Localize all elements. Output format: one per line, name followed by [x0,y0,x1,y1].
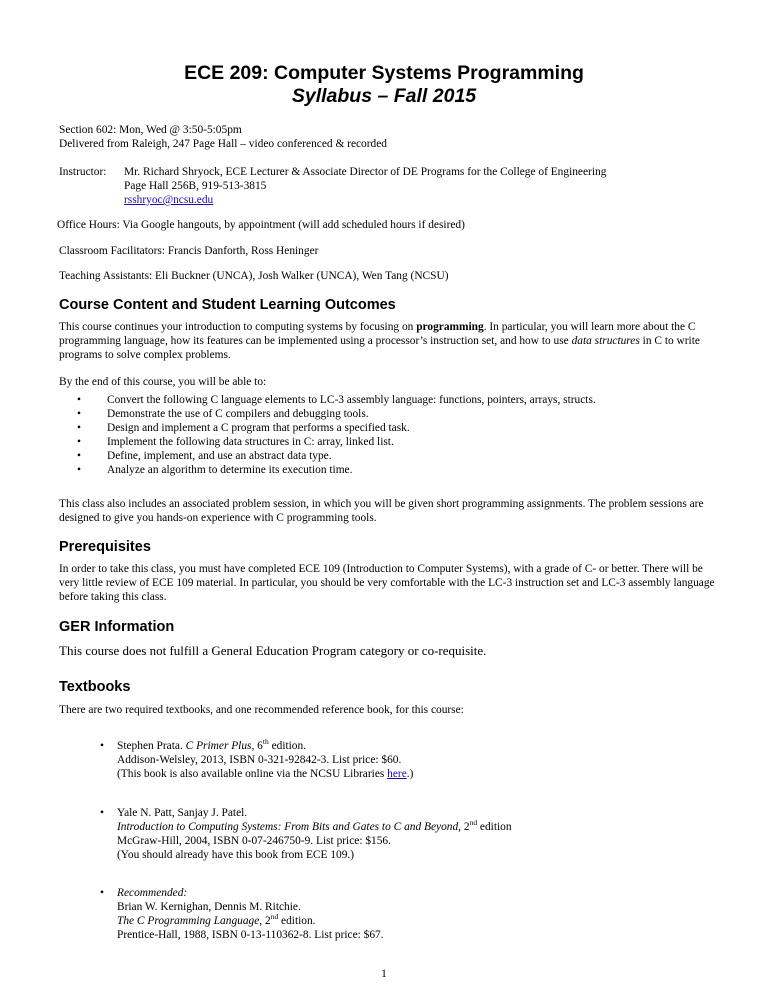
textbooks-heading: Textbooks [59,679,131,695]
delivered-line: Delivered from Raleigh, 247 Page Hall – video conferenced & recorded [59,138,387,150]
facilitators: Classroom Facilitators: Francis Danforth, Ross Heninger [59,245,319,257]
list-item: • Convert the following C language elements to LC-3 assembly language: functions, pointers, arrays, structs. [77,394,596,406]
prerequisites-heading: Prerequisites [59,539,151,555]
textbook-item-prata: • Stephen Prata. C Primer Plus, 6th edition. Addison-Welsley, 2013, ISBN 0-321-92842-3. List price: $60. (This book is also available online via the NCSU Libraries here.) [100,737,414,780]
list-item: • Define, implement, and use an abstract data type. [77,450,332,462]
bullet-icon: • [77,464,81,476]
textbook-item-patt: • Yale N. Patt, Sanjay J. Patel. Introduction to Computing Systems: From Bits and Gates to C and Beyond, 2nd edition McGraw-Hill, 2004, ISBN 0-07-246750-9. List price: $156. (You should already have this book from ECE 109.) [100,807,512,861]
bullet-icon: • [77,436,81,448]
document-title: ECE 209: Computer Systems Programming [184,62,584,84]
list-item: • Implement the following data structures in C: array, linked list. [77,436,394,448]
section-line: Section 602: Mon, Wed @ 3:50-5:05pm [59,124,242,136]
bullet-icon: • [100,887,104,899]
bullet-icon: • [77,394,81,406]
office-hours: Office Hours: Via Google hangouts, by appointment (will add scheduled hours if desired) [57,219,465,231]
by-end-line: By the end of this course, you will be able to: [59,376,267,388]
problem-session-text: This class also includes an associated problem session, in which you will be given short programming assignments. The problem sessions are designed to give you hands-on experience with C programming tools. [59,498,704,524]
page-number: 1 [381,968,387,980]
document-title-block [0,62,768,108]
bullet-icon: • [77,408,81,420]
course-content-heading: Course Content and Student Learning Outcomes [59,297,396,313]
instructor-office: Page Hall 256B, 919-513-3815 [124,180,267,192]
textbooks-intro: There are two required textbooks, and one recommended reference book, for this course: [59,704,464,716]
prerequisites-text: In order to take this class, you must have completed ECE 109 (Introduction to Computer Systems), with a grade of C- or better. There will be very little review of ECE 109 material. In particular, you should be very comfortable with the LC-3 instruction set and LC-3 assembly language before taking this class. [59,563,715,603]
list-item: • Design and implement a C program that performs a specified task. [77,422,410,434]
instructor-name: Mr. Richard Shryock, ECE Lecturer & Associate Director of DE Programs for the College of Engineering [124,166,607,178]
instructor-label: Instructor: [59,166,107,178]
outcomes-list [59,393,723,477]
course-content-intro: This course continues your introduction to computing systems by focusing on programming. In particular, you will learn more about the C programming language, how its features can be implemented using a processor’s instruction set, and how to use data structures in C to write programs to solve complex problems. [59,321,700,361]
bullet-icon: • [77,450,81,462]
list-item: • Demonstrate the use of C compilers and debugging tools. [77,408,369,420]
ncsu-libraries-link[interactable]: here [387,768,407,780]
ger-text: This course does not fulfill a General Education Program category or co-requisite. [59,643,487,658]
ger-heading: GER Information [59,619,175,635]
document-subtitle: Syllabus – Fall 2015 [291,85,477,107]
bullet-icon: • [100,740,104,752]
textbook-item-kernighan: • Recommended: Brian W. Kernighan, Dennis M. Ritchie. The C Programming Language, 2nd edition. Prentice-Hall, 1988, ISBN 0-13-110362-8. List price: $67. [100,887,384,941]
bullet-icon: • [77,422,81,434]
teaching-assistants: Teaching Assistants: Eli Buckner (UNCA), Josh Walker (UNCA), Wen Tang (NCSU) [59,270,449,282]
bullet-icon: • [100,807,104,819]
list-item: • Analyze an algorithm to determine its execution time. [77,464,353,476]
instructor-email-link[interactable]: rsshryoc@ncsu.edu [124,194,214,206]
